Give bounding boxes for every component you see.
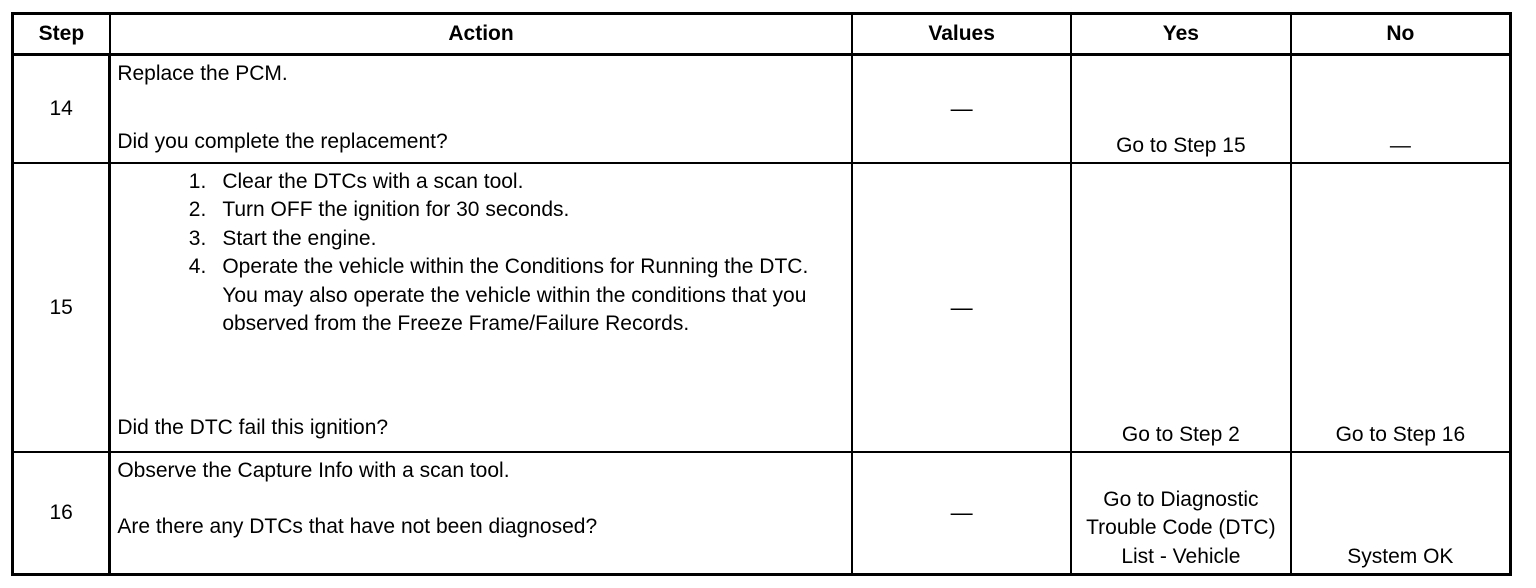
header-yes: Yes: [1071, 14, 1291, 55]
yes-cell: Go to Step 2: [1071, 163, 1291, 452]
list-item-text: Clear the DTCs with a scan tool.: [222, 169, 524, 193]
list-item-number: 4.: [188, 255, 207, 279]
step-number: 16: [13, 452, 110, 574]
no-cell: —: [1291, 55, 1511, 163]
action-cell: [110, 452, 852, 574]
step-number: 15: [13, 163, 110, 452]
yes-cell: Go to Step 15: [1071, 55, 1291, 163]
action-question: Did you complete the replacement?: [117, 130, 448, 153]
no-cell: System OK: [1291, 452, 1511, 574]
action-cell: [110, 55, 852, 163]
list-item: [117, 196, 845, 225]
values-cell: —: [852, 452, 1071, 574]
list-item-text: Operate the vehicle within the Conditions for Running the DTC. You may also operate the vehicle within the conditions that you observed from the Freeze Frame/Failure Records.: [222, 255, 809, 336]
list-item-number: 1.: [188, 169, 207, 193]
action-numbered-list: [117, 168, 845, 339]
header-no: No: [1291, 14, 1511, 55]
header-values: Values: [852, 14, 1071, 55]
list-item-text: Start the engine.: [222, 226, 377, 250]
list-item: [117, 225, 845, 254]
list-item-number: 3.: [188, 226, 207, 250]
header-action: Action: [110, 14, 852, 55]
header-step: Step: [13, 14, 110, 55]
action-cell: [110, 163, 852, 452]
values-cell: —: [852, 55, 1071, 163]
diagnostic-steps-table: [11, 12, 1512, 576]
table-row-step-14: [13, 55, 1511, 163]
list-item: [117, 253, 845, 339]
no-cell: Go to Step 16: [1291, 163, 1511, 452]
list-item: [117, 168, 845, 197]
table-header-row: [13, 14, 1511, 55]
table-row-step-16: [13, 452, 1511, 574]
values-cell: —: [852, 163, 1071, 452]
action-instruction: Observe the Capture Info with a scan tool.: [117, 459, 510, 483]
action-instruction: Replace the PCM.: [117, 62, 288, 85]
yes-cell: Go to Diagnostic Trouble Code (DTC) List - Vehicle: [1071, 452, 1291, 574]
action-question: Are there any DTCs that have not been diagnosed?: [117, 515, 598, 539]
list-item-number: 2.: [188, 198, 207, 222]
table-row-step-15: [13, 163, 1511, 452]
action-question: Did the DTC fail this ignition?: [117, 415, 389, 439]
list-item-text: Turn OFF the ignition for 30 seconds.: [222, 198, 570, 222]
step-number: 14: [13, 55, 110, 163]
